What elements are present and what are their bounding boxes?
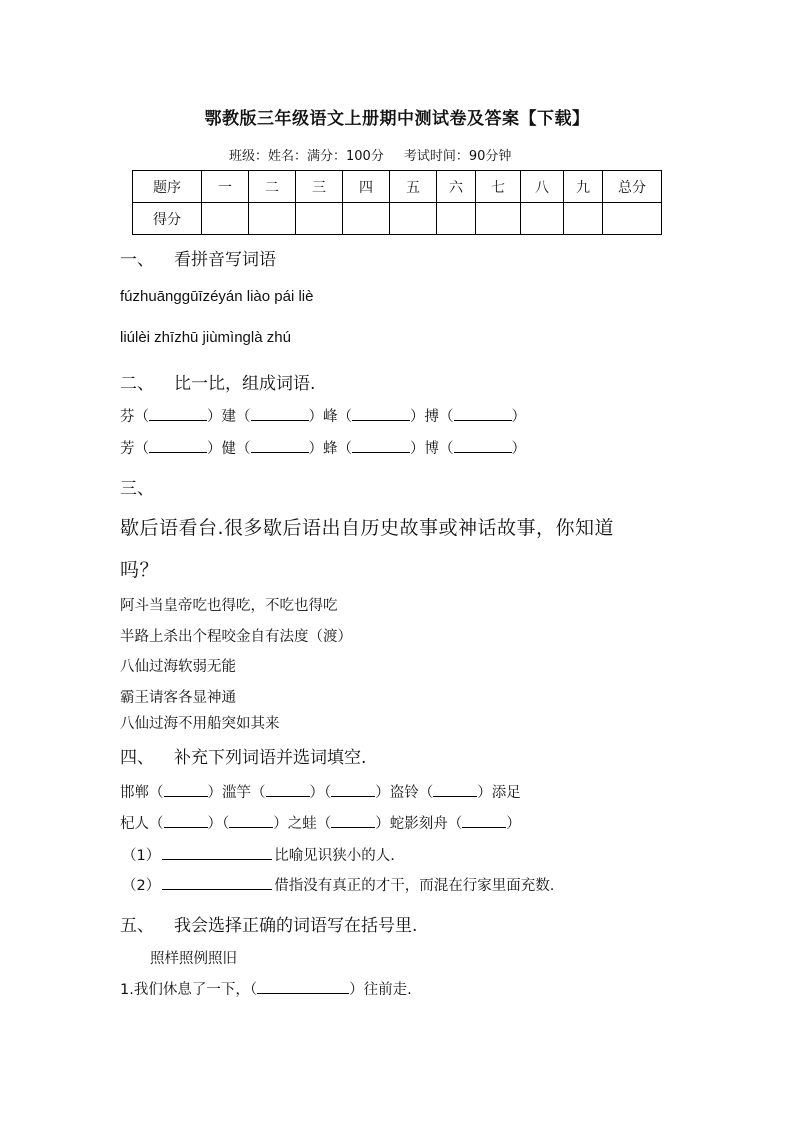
section-number: 二、 xyxy=(120,374,154,394)
section-number: 一、 xyxy=(120,250,154,270)
answer-blank[interactable] xyxy=(229,815,273,828)
idiom-text: 杞人（ xyxy=(120,816,164,832)
char: 蜂 xyxy=(323,441,338,457)
pinyin-line-1: fúzhuānggūīzéyán liào pái liè xyxy=(120,288,314,305)
section-3-intro-line-1: 歇后语看台.很多歇后语出自历史故事或神话故事，你知道 xyxy=(120,517,615,539)
char: 芳 xyxy=(120,441,135,457)
xiehouyu-item: 八仙过海不用船突如其来 xyxy=(120,716,280,732)
question-text: 借指没有真正的才干，而混在行家里面充数. xyxy=(274,878,555,894)
answer-blank[interactable] xyxy=(462,815,506,828)
answer-blank[interactable] xyxy=(454,440,512,453)
char: 健 xyxy=(221,441,236,457)
answer-blank[interactable] xyxy=(162,877,272,890)
header-cell: 六 xyxy=(437,171,476,203)
answer-blank[interactable] xyxy=(266,784,310,797)
question-text: 1.我们休息了一下，（ xyxy=(120,982,258,998)
section-title: 补充下列词语并选词填空. xyxy=(174,748,367,768)
score-cell[interactable] xyxy=(390,203,437,235)
section-1-heading xyxy=(120,245,276,270)
xiehouyu-item: 霸王请客各显神通 xyxy=(120,690,236,706)
score-cell[interactable] xyxy=(521,203,564,235)
header-cell: 四 xyxy=(343,171,390,203)
question-number: （1） xyxy=(122,848,161,864)
header-cell: 二 xyxy=(249,171,296,203)
answer-blank[interactable] xyxy=(149,440,207,453)
header-cell: 一 xyxy=(202,171,249,203)
question-text: 比喻见识狭小的人. xyxy=(274,848,395,864)
header-cell: 三 xyxy=(296,171,343,203)
pinyin-line-2: liúlèi zhīzhū jiùmìnglà zhú xyxy=(120,329,291,346)
score-table-header-row xyxy=(133,171,662,203)
header-cell: 八 xyxy=(521,171,564,203)
header-cell: 五 xyxy=(390,171,437,203)
char: 建 xyxy=(221,409,236,425)
idiom-text: ）添足 xyxy=(477,785,521,801)
section-number: 五、 xyxy=(120,916,154,936)
idiom-text: ）（ xyxy=(207,816,230,832)
idiom-text: ）盗铃（ xyxy=(375,785,434,801)
fill-question-2 xyxy=(122,874,554,895)
section-number: 四、 xyxy=(120,748,154,768)
score-cell[interactable] xyxy=(437,203,476,235)
score-cell[interactable] xyxy=(603,203,662,235)
score-cell[interactable] xyxy=(343,203,390,235)
section-title: 看拼音写词语 xyxy=(174,250,276,270)
char: 博 xyxy=(424,441,439,457)
question-number: （2） xyxy=(122,878,161,894)
section-3-number: 三、 xyxy=(120,479,154,499)
answer-blank[interactable] xyxy=(164,784,208,797)
answer-blank[interactable] xyxy=(331,784,375,797)
idiom-text: ）（ xyxy=(309,785,332,801)
score-table-score-row xyxy=(133,203,662,235)
score-cell[interactable] xyxy=(296,203,343,235)
answer-blank[interactable] xyxy=(352,440,410,453)
answer-blank[interactable] xyxy=(257,981,349,994)
section-5-heading xyxy=(120,911,417,936)
answer-blank[interactable] xyxy=(251,408,309,421)
section-4-heading xyxy=(120,743,366,768)
char: 芬 xyxy=(120,409,135,425)
idiom-row-1 xyxy=(120,781,521,802)
answer-blank[interactable] xyxy=(331,815,375,828)
xiehouyu-item: 半路上杀出个程咬金自有法度（渡） xyxy=(120,629,352,645)
answer-blank[interactable] xyxy=(433,784,477,797)
exam-time-text: 考试时间：90分钟 xyxy=(403,149,512,164)
header-cell: 总分 xyxy=(603,171,662,203)
idiom-row-2 xyxy=(120,812,521,833)
exam-info xyxy=(229,145,531,164)
word-options: 照样照例照旧 xyxy=(150,951,237,967)
score-cell[interactable] xyxy=(249,203,296,235)
idiom-text: ） xyxy=(506,816,521,832)
question-text: ）往前走. xyxy=(349,982,412,998)
answer-blank[interactable] xyxy=(162,847,272,860)
idiom-text: ）滥竽（ xyxy=(207,785,266,801)
char: 搏 xyxy=(424,409,439,425)
answer-blank[interactable] xyxy=(251,440,309,453)
score-cell[interactable] xyxy=(476,203,521,235)
idiom-text: ）之蛙（ xyxy=(273,816,332,832)
row-label-cell: 得分 xyxy=(133,203,202,235)
xiehouyu-item: 八仙过海软弱无能 xyxy=(120,659,236,675)
score-cell[interactable] xyxy=(564,203,603,235)
exam-info-text: 班级：姓名：满分：100分 xyxy=(229,149,384,164)
compare-row-2: 芳（ ）健（ ）蜂（ ）博（ ） xyxy=(120,441,526,457)
section-2-heading xyxy=(120,369,315,394)
header-cell: 题序 xyxy=(133,171,202,203)
fill-question-1 xyxy=(122,844,395,865)
idiom-text: ）蛇影刻舟（ xyxy=(375,816,463,832)
answer-blank[interactable] xyxy=(149,408,207,421)
answer-blank[interactable] xyxy=(164,815,208,828)
compare-row-1: 芬（ ）建（ ）峰（ ）搏（ ） xyxy=(120,409,526,425)
char: 峰 xyxy=(323,409,338,425)
header-cell: 七 xyxy=(476,171,521,203)
answer-blank[interactable] xyxy=(352,408,410,421)
idiom-text: 邯郸（ xyxy=(120,785,164,801)
score-cell[interactable] xyxy=(202,203,249,235)
xiehouyu-item: 阿斗当皇帝吃也得吃，不吃也得吃 xyxy=(120,598,338,614)
section-title: 比一比，组成词语. xyxy=(174,374,316,394)
answer-blank[interactable] xyxy=(454,408,512,421)
page-title: 鄂教版三年级语文上册期中测试卷及答案【下载】 xyxy=(204,109,590,129)
section-3-intro-line-2: 吗？ xyxy=(120,559,160,581)
score-table xyxy=(132,170,662,235)
section-title: 我会选择正确的词语写在括号里. xyxy=(174,916,418,936)
header-cell: 九 xyxy=(564,171,603,203)
choice-question-1 xyxy=(120,978,412,999)
